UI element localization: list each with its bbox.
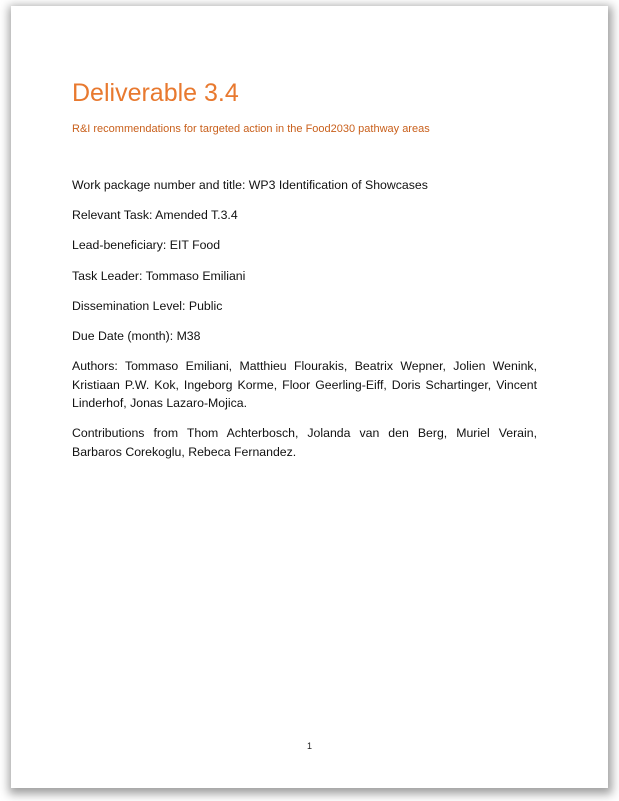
lead-beneficiary-field: Lead-beneficiary: EIT Food (72, 238, 221, 252)
page-number: 1 (306, 741, 312, 751)
relevant-task-field: Relevant Task: Amended T.3.4 (72, 208, 238, 222)
work-package-field: Work package number and title: WP3 Identification of Showcases (72, 178, 428, 192)
task-leader-field: Task Leader: Tommaso Emiliani (72, 269, 246, 283)
document-page (11, 6, 608, 788)
due-date-field: Due Date (month): M38 (72, 329, 201, 343)
document-subtitle: R&I recommendations for targeted action in the Food2030 pathway areas (72, 123, 430, 135)
document-title: Deliverable 3.4 (72, 79, 239, 107)
contributions-paragraph: Contributions from Thom Achterbosch, Jolanda van den Berg, Muriel Verain, Barbaros Corekoglu, Rebeca Fernandez. (72, 426, 537, 459)
authors-paragraph: Authors: Tommaso Emiliani, Matthieu Flourakis, Beatrix Wepner, Jolien Wenink, Kristiaan P.W. Kok, Ingeborg Korme, Floor Geerling-Eiff, Doris Schartinger, Vincent Linderhof, Jonas Lazaro-Mojica. (72, 359, 537, 410)
dissemination-level-field: Dissemination Level: Public (72, 299, 223, 313)
